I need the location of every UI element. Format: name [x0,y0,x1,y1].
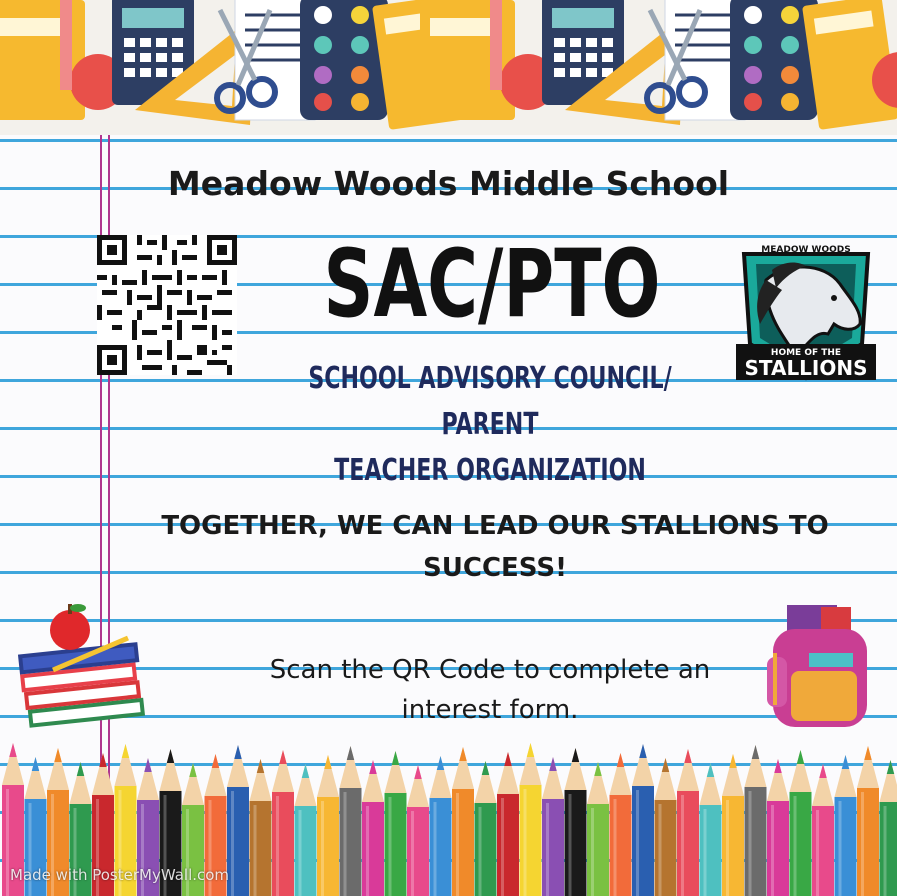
pencil [407,765,429,896]
pencil [497,752,519,896]
watermark: Made with PosterMyWall.com [10,866,230,884]
pencil [317,755,339,896]
pencil [610,753,632,896]
pencil [677,749,699,896]
backpack-icon [765,605,875,730]
school-name: Meadow Woods Middle School [167,164,730,203]
instructions [240,650,740,730]
stallion-logo [736,240,876,385]
page-title: SAC/PTO [323,230,661,339]
pencil [250,759,272,896]
instructions-line: interest form. [401,695,579,725]
pencil [700,763,722,896]
pencil [362,760,384,896]
logo-banner-line1: HOME OF THE [770,348,842,358]
pencil [340,746,362,896]
pencil [587,762,609,896]
school-supplies-banner [0,0,897,135]
pencil [857,746,879,896]
pencil [272,750,294,896]
qr-code-icon[interactable] [97,235,237,375]
slogan-line: TOGETHER, WE CAN LEAD OUR STALLIONS TO [161,511,829,541]
pencil [745,745,767,896]
subtitle-line: SCHOOL ADVISORY COUNCIL/ PARENT [308,361,672,442]
pencil [452,747,474,896]
pencil [790,750,812,896]
pencil [520,743,542,896]
pencil [722,754,744,896]
pencil [812,764,834,896]
pencil [655,758,677,896]
pencil [767,759,789,896]
pencil [542,757,564,896]
pencil [295,764,317,896]
book-stack-icon [18,600,153,740]
pencil [632,744,654,896]
pencil [835,755,857,896]
pencil [385,751,407,896]
pencil [227,745,249,896]
slogan-line: SUCCESS! [423,553,567,583]
instructions-line: Scan the QR Code to complete an [269,655,711,685]
subtitle [293,356,687,494]
pencil [475,761,497,896]
slogan [110,505,880,589]
subtitle-line: TEACHER ORGANIZATION [334,453,646,488]
pencil [430,756,452,896]
pencil [565,748,587,896]
logo-banner-line2: STALLIONS [744,356,868,380]
pencil [880,760,897,896]
logo-top-text: MEADOW WOODS [761,245,851,255]
